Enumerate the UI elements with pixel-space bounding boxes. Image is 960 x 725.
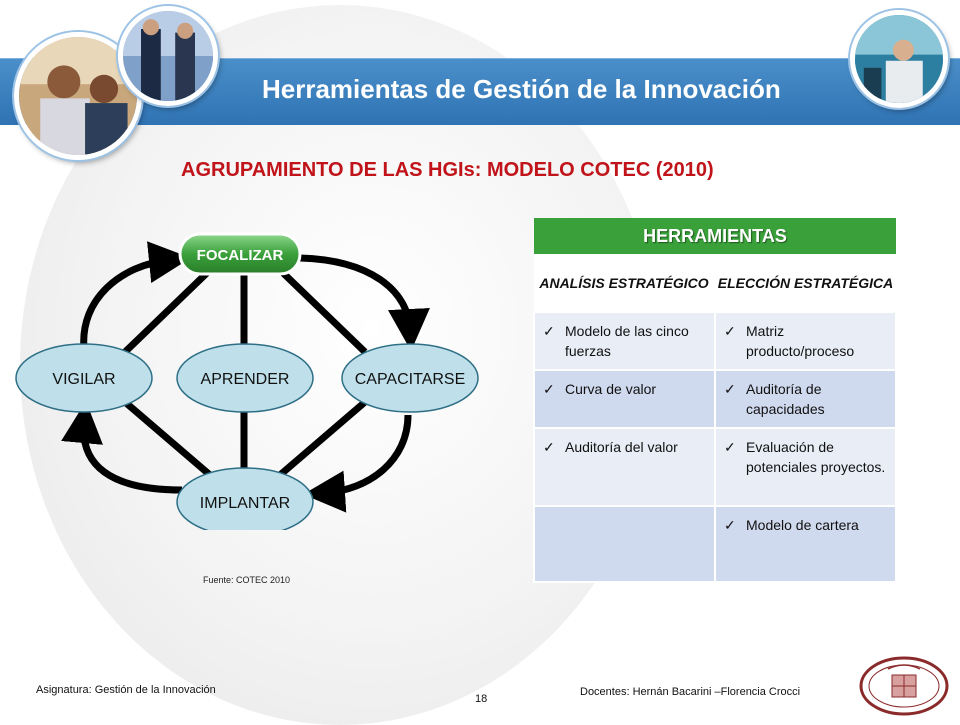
link-focalizar-capacitarse [280,270,365,352]
link-capacitarse-implantar [280,402,365,475]
footer-teachers: Docentes: Hernán Bacarini –Florencia Crocci [580,686,801,698]
column-header-eleccion: ELECCIÓN ESTRATÉGICA [715,255,896,313]
cotec-model-diagram [0,190,500,530]
table-cell [534,312,715,370]
label-vigilar: VIGILAR [52,371,116,388]
university-seal-icon [858,655,950,717]
label-focalizar: FOCALIZAR [196,247,284,264]
slide-subtitle: AGRUPAMIENTO DE LAS HGIs: MODELO COTEC (2010) [181,159,714,181]
photo-handshake [118,6,218,106]
photo-meeting [850,10,948,108]
footer-course: Asignatura: Gestión de la Innovación [36,684,216,696]
cell-text: Modelo de las cinco fuerzas [565,323,689,359]
table-cell [715,506,896,582]
slide-title: Herramientas de Gestión de la Innovación [262,74,781,104]
column-header-analisis: ANALÍSIS ESTRATÉGICO [534,255,715,313]
cell-text: Auditoría del valor [565,439,678,455]
table-cell-empty [534,506,715,582]
table-header: HERRAMIENTAS [534,218,896,255]
check-icon: ✓ [543,439,555,455]
check-icon: ✓ [543,323,555,339]
label-capacitarse: CAPACITARSE [354,371,466,388]
tools-table [533,218,897,583]
check-icon: ✓ [724,323,736,339]
label-aprender: APRENDER [200,371,290,388]
table-cell [715,312,896,370]
page-number: 18 [475,693,488,705]
table-cell [715,370,896,428]
cell-text: Matriz producto/proceso [746,323,855,359]
table-cell [534,370,715,428]
check-icon: ✓ [543,381,555,397]
cell-text: Evaluación de potenciales proyectos. [746,439,886,475]
link-vigilar-focalizar [125,270,210,352]
arrow-vigilar-to-focalizar [84,260,170,348]
diagram-source: Fuente: COTEC 2010 [203,575,291,585]
check-icon: ✓ [724,381,736,397]
link-vigilar-implantar [125,402,210,475]
check-icon: ✓ [724,517,736,533]
cell-text: Auditoría de capacidades [746,381,825,417]
table-cell [534,428,715,506]
cell-text: Curva de valor [565,381,657,397]
arrow-implantar-to-vigilar [84,422,182,490]
label-implantar: IMPLANTAR [199,495,291,512]
arrow-focalizar-to-capacitarse [300,258,410,330]
cell-text: Modelo de cartera [746,517,859,533]
table-cell [715,428,896,506]
check-icon: ✓ [724,439,736,455]
